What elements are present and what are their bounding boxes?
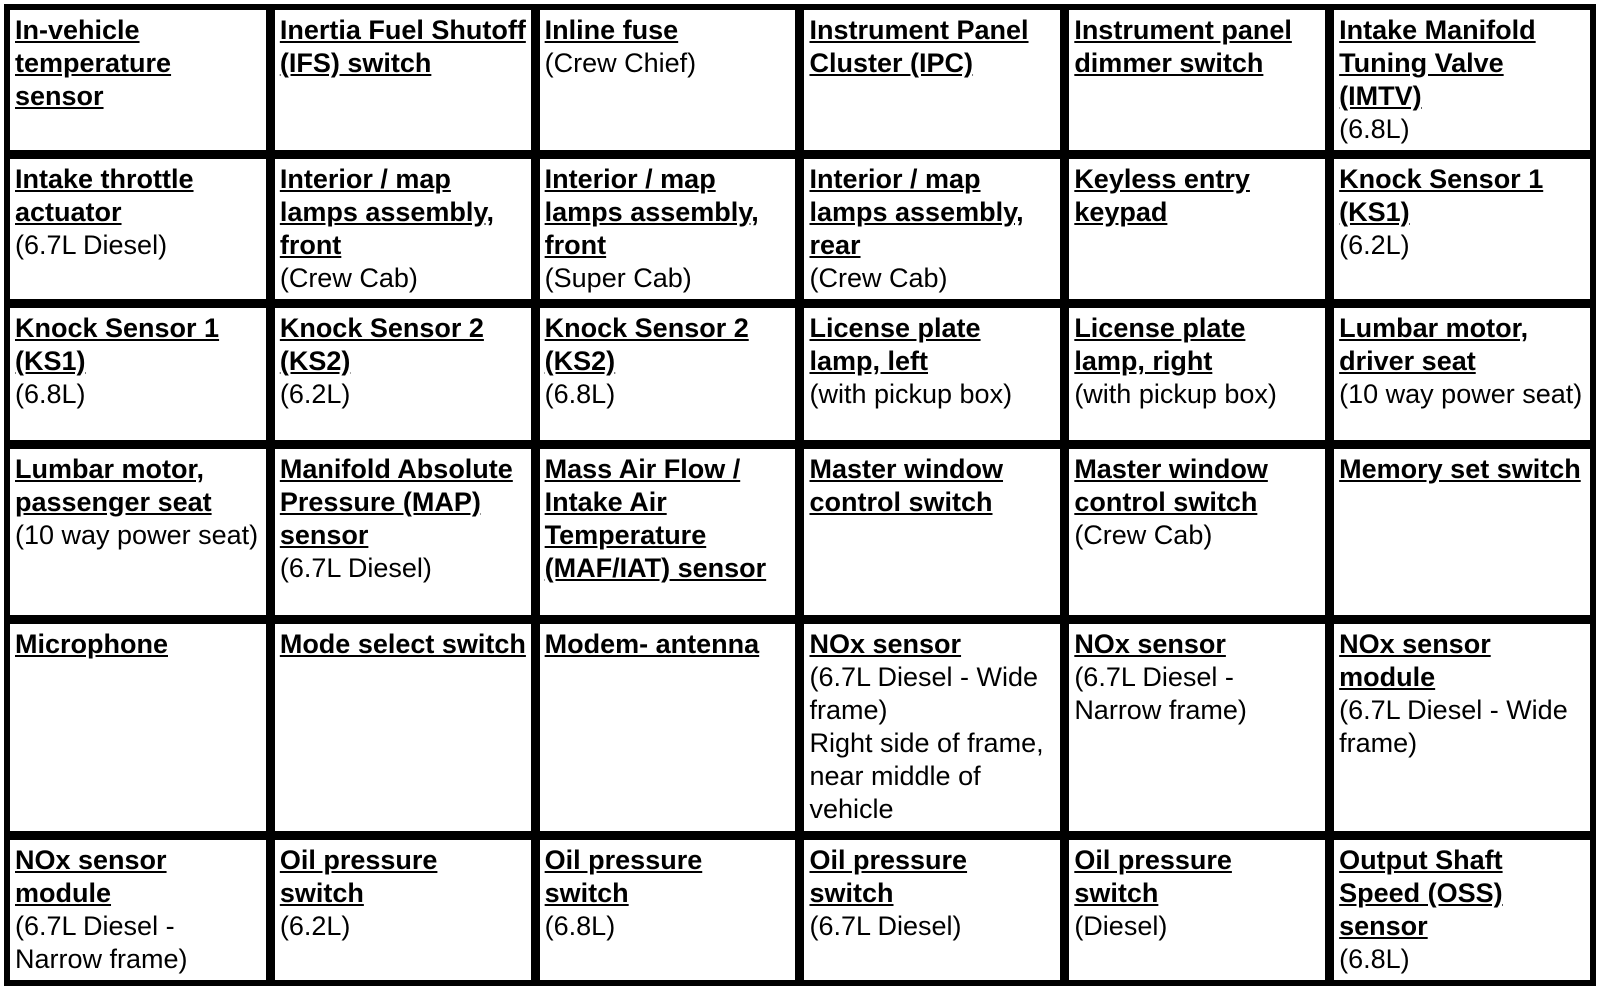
component-link[interactable]: Interior / map lamps assembly, front xyxy=(279,163,494,260)
table-row xyxy=(7,156,1593,302)
table-body xyxy=(7,7,1593,983)
table-cell xyxy=(1066,446,1328,618)
component-link[interactable]: License plate lamp, left xyxy=(809,312,981,376)
component-note: (Crew Chief) xyxy=(544,48,697,78)
component-link[interactable]: Instrument Panel Cluster (IPC) xyxy=(809,15,1029,78)
component-link[interactable]: License plate lamp, right xyxy=(1074,312,1246,376)
table-cell xyxy=(272,446,534,618)
component-link[interactable]: Mode select switch xyxy=(279,629,526,660)
component-link[interactable]: Mass Air Flow / Intake Air Temperature (MAF/IAT) sensor xyxy=(544,453,767,583)
component-link[interactable]: Knock Sensor 2 (KS2) xyxy=(279,312,484,376)
component-note: (6.7L Diesel - Narrow frame) xyxy=(1074,662,1247,726)
component-note: (6.7L Diesel) xyxy=(809,911,962,941)
component-note: (6.2L) xyxy=(279,911,351,941)
component-note: (6.8L) xyxy=(1339,114,1410,144)
component-note: (10 way power seat) xyxy=(1339,378,1583,409)
component-link[interactable]: Memory set switch xyxy=(1339,453,1581,484)
component-link[interactable]: Interior / map lamps assembly, front xyxy=(544,163,759,260)
component-link[interactable]: Oil pressure switch xyxy=(1074,845,1232,908)
component-link[interactable]: Oil pressure switch xyxy=(809,845,968,908)
component-link[interactable]: Interior / map lamps assembly, rear xyxy=(809,163,1024,260)
component-link[interactable]: Inertia Fuel Shutoff (IFS) switch xyxy=(279,15,526,78)
table-cell xyxy=(272,837,534,983)
component-note: (6.2L) xyxy=(279,378,351,409)
table-cell xyxy=(1066,837,1328,983)
table-cell xyxy=(272,7,534,153)
component-link[interactable]: NOx sensor module xyxy=(1339,629,1491,693)
component-note: (6.7L Diesel - Wide frame) xyxy=(1339,695,1568,759)
table-cell xyxy=(1331,7,1593,153)
table-cell xyxy=(7,837,269,983)
component-note: (with pickup box) xyxy=(809,378,1013,409)
component-note: Right side of frame, near middle of vehicle xyxy=(809,728,1044,825)
table-cell xyxy=(272,305,534,443)
component-note: (6.8L) xyxy=(544,911,616,941)
component-link[interactable]: Knock Sensor 1 (KS1) xyxy=(15,312,220,376)
table-row xyxy=(7,837,1593,983)
component-note: (6.8L) xyxy=(1339,944,1410,974)
table-cell xyxy=(801,7,1063,153)
component-link[interactable]: Master window control switch xyxy=(809,453,1004,517)
component-note: (6.8L) xyxy=(15,378,86,409)
table-cell xyxy=(272,621,534,834)
component-note: (10 way power seat) xyxy=(15,519,259,550)
component-note: (Diesel) xyxy=(1074,911,1168,941)
table-row xyxy=(7,305,1593,443)
component-link[interactable]: NOx sensor module xyxy=(15,845,167,908)
component-note: (6.7L Diesel) xyxy=(279,552,432,583)
table-cell xyxy=(1331,305,1593,443)
table-cell xyxy=(1331,621,1593,834)
table-cell xyxy=(7,446,269,618)
component-link[interactable]: Intake throttle actuator xyxy=(15,163,194,227)
component-note: (6.7L Diesel - Narrow frame) xyxy=(15,911,188,974)
component-note: (6.2L) xyxy=(1339,229,1410,260)
table-cell xyxy=(537,446,799,618)
component-note: (Crew Cab) xyxy=(1074,519,1213,550)
component-link[interactable]: Output Shaft Speed (OSS) sensor xyxy=(1339,845,1503,941)
table-cell xyxy=(7,305,269,443)
component-link[interactable]: Inline fuse xyxy=(544,15,679,45)
component-link[interactable]: Oil pressure switch xyxy=(279,845,438,908)
table-row xyxy=(7,7,1593,153)
table-cell xyxy=(1066,7,1328,153)
component-note: (6.7L Diesel) xyxy=(15,229,168,260)
component-note: (Super Cab) xyxy=(544,262,692,293)
component-link[interactable]: Knock Sensor 2 (KS2) xyxy=(544,312,749,376)
table-cell xyxy=(7,621,269,834)
component-note: (Crew Cab) xyxy=(279,262,418,293)
component-link[interactable]: Intake Manifold Tuning Valve (IMTV) xyxy=(1339,15,1536,111)
table-cell xyxy=(1066,305,1328,443)
table-cell xyxy=(1331,156,1593,302)
component-link[interactable]: Modem- antenna xyxy=(544,629,760,660)
table-row xyxy=(7,621,1593,834)
component-link[interactable]: Microphone xyxy=(15,629,168,660)
component-link[interactable]: Manifold Absolute Pressure (MAP) sensor xyxy=(279,453,513,550)
component-note: (with pickup box) xyxy=(1074,378,1277,409)
component-link[interactable]: Keyless entry keypad xyxy=(1074,163,1250,227)
table-cell xyxy=(801,156,1063,302)
table-cell xyxy=(537,156,799,302)
table-cell xyxy=(537,621,799,834)
table-cell xyxy=(7,7,269,153)
component-link[interactable]: Knock Sensor 1 (KS1) xyxy=(1339,163,1544,227)
component-link[interactable]: In-vehicle temperature sensor xyxy=(15,15,172,111)
table-cell xyxy=(801,621,1063,834)
component-link[interactable]: Master window control switch xyxy=(1074,453,1268,517)
table-cell xyxy=(537,837,799,983)
component-link[interactable]: Lumbar motor, passenger seat xyxy=(15,453,212,517)
component-link[interactable]: Oil pressure switch xyxy=(544,845,703,908)
component-note: (6.8L) xyxy=(544,378,616,409)
table-cell xyxy=(801,305,1063,443)
table-cell xyxy=(1066,621,1328,834)
table-cell xyxy=(537,7,799,153)
table-cell xyxy=(801,446,1063,618)
component-link[interactable]: NOx sensor xyxy=(1074,629,1226,660)
table-cell xyxy=(1331,837,1593,983)
component-link[interactable]: Lumbar motor, driver seat xyxy=(1339,312,1529,376)
table-row xyxy=(7,446,1593,618)
table-cell xyxy=(272,156,534,302)
table-cell xyxy=(801,837,1063,983)
component-link[interactable]: NOx sensor xyxy=(809,629,962,660)
component-note: (6.7L Diesel - Wide frame) xyxy=(809,662,1039,726)
table-cell xyxy=(7,156,269,302)
component-note: (Crew Cab) xyxy=(809,262,948,293)
table-cell xyxy=(1066,156,1328,302)
table-cell xyxy=(537,305,799,443)
table-cell xyxy=(1331,446,1593,618)
component-link[interactable]: Instrument panel dimmer switch xyxy=(1074,15,1292,78)
component-location-table xyxy=(4,4,1596,986)
